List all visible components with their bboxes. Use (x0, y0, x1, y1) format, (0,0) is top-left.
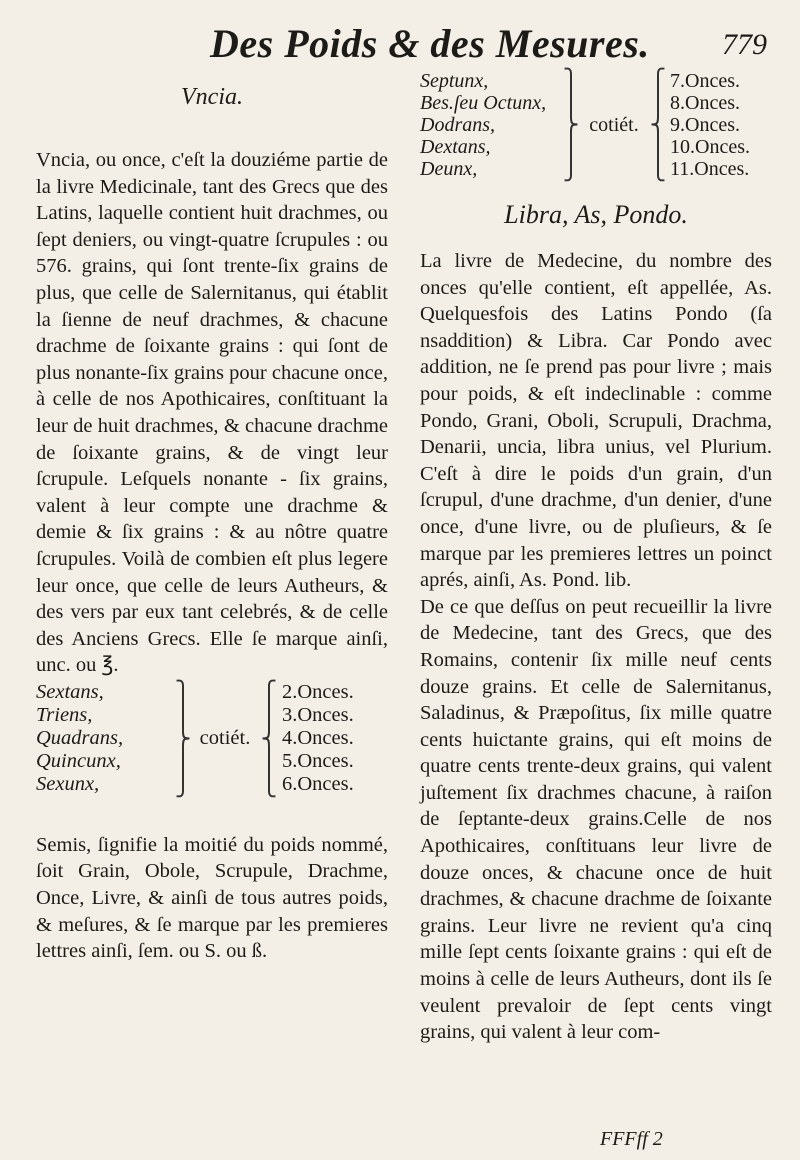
brace-top: ⎧ (649, 68, 667, 93)
left-column (36, 70, 388, 965)
brace-mid: ⎪ (260, 748, 278, 774)
signature-catchword: FFFff 2 (600, 1128, 663, 1150)
brace-top: ⎫ (562, 68, 580, 93)
brace-top: ⎧ (260, 679, 278, 705)
paragraph-libra: La livre de Medecine, du nombre des onces qu'elle contient, eſt appellée, As. Quelquesfois des Latins Pondo (ſa nsaddition) & Libra. Car Pondo avec addition, ne ſe prend pas pour livre ; mais pour poids, & eſt indeclinable : comme Pondo, Grani, Oboli, Scrupuli, Drachma, Denarii, uncia, libra unius, vel Plurium. C'eſt à dire le poids d'un grain, d'un ſcrupul, d'une drachme, d'un denier, d'une once, d'une livre, ou de pluſieurs, & ſe marque par les premieres lettres un poinct aprés, ainſi, As. Pond. lib. (420, 250, 772, 592)
paragraph-livre-medecine: De ce que deſſus on peut recueillir la livre de Medecine, tant des Grecs, que des Romains, contenir ſix mille neuf cents douze grains. Et celle de Salernitanus, Saladinus, & Præpoſitus, ſix mille quatre cents huictante grains, qui eſt moins de quatre cents trente-deux grains, qui valent juſtement ſix drachmes chacune, à raiſon de ſeptante-deux grains.Celle de nos Apothicaires, conſtituans leur livre de douze onces, & chacune once de huit drachmes, & chacune drachme de ſoixante grains. Leur livre ne revient qu'a cinq mille ſept cents ſoixante grains : qui eſt de moins à celle de leurs Autheurs, dont ils ſe veulent prevaloir de ſept cents vingt grains, qui valent à leur com- (420, 595, 772, 1044)
ounce-units-table-right (420, 70, 772, 180)
brace-mid: ⎪ (562, 90, 580, 115)
page-number: 779 (722, 28, 767, 61)
brace-mid: ⎪ (562, 134, 580, 159)
unit-name: Quincunx, (36, 749, 121, 772)
brace-mid: ⎪ (649, 90, 667, 115)
unit-name: Quadrans, (36, 726, 124, 749)
unit-value: 9.Onces. (670, 114, 740, 136)
section-title-vncia: Vncia. (181, 84, 243, 110)
brace-label: cotiét. (199, 726, 251, 749)
section-title-libra: Libra, As, Pondo. (504, 200, 688, 229)
unit-name: Dodrans, (420, 114, 496, 136)
brace-point: ⎬ (562, 112, 580, 137)
unit-value: 11.Onces. (670, 158, 750, 180)
running-title: Des Poids & des Mesures. (210, 21, 650, 66)
paragraph-vncia: Vncia, ou once, c'eſt la douziéme partie de la livre Medicinale, tant des Grecs que des Latins, laquelle contient huit drachmes, ou ſept deniers, ou vingt-quatre ſcrupules : ou 576. grains, qui ſont trente-ſix grains de plus, que celle de Salernitanus, qui établit la ſienne de neuf drachmes, & chacune drachme de ſoixante grains : qui ſont de plus nonante-ſix grains pour chacune once, à celle de nos Apothicaires, conſtituant la leur de huit drachmes, & chacune drachme de ſoixante grains, & de vingt leur ſcrupule. Leſquels nonante - ſix grains, valent à leur compte une drachme & demie & ſix grains : & au nôtre quatre ſcrupules. Voilà de combien eſt plus legere leur once, que celle de leurs Autheurs, & des vers par eux tant celebrés, & de celle des Anciens Grecs. Elle ſe marque ainſi, unc. ou ℥. (36, 149, 388, 677)
unit-value: 7.Onces. (670, 70, 740, 92)
unit-name: Deunx, (420, 158, 478, 180)
brace-top: ⎫ (174, 679, 192, 705)
brace-mid: ⎪ (174, 748, 192, 774)
unit-value: 3.Onces. (282, 703, 354, 726)
brace-point: ⎨ (649, 112, 667, 137)
unit-value: 10.Onces. (670, 136, 750, 158)
unit-value: 5.Onces. (282, 749, 354, 772)
brace-bottom: ⎭ (174, 771, 192, 797)
brace-point: ⎬ (174, 725, 192, 751)
unit-name: Sextans, (36, 680, 104, 703)
unit-value: 4.Onces. (282, 726, 354, 749)
unit-value: 6.Onces. (282, 772, 354, 795)
brace-mid: ⎪ (174, 702, 192, 728)
brace-bottom: ⎩ (260, 771, 278, 797)
brace-bottom: ⎭ (562, 156, 580, 181)
unit-name: Sexunx, (36, 772, 100, 795)
page-header (0, 14, 800, 74)
unit-value: 8.Onces. (670, 92, 740, 114)
unit-name: Bes.ſeu Octunx, (420, 92, 547, 114)
brace-mid: ⎪ (260, 702, 278, 728)
unit-name: Triens, (36, 703, 93, 726)
right-column (420, 70, 772, 1046)
brace-bottom: ⎩ (649, 156, 667, 181)
brace-point: ⎨ (260, 725, 278, 751)
brace-label: cotiét. (589, 114, 639, 136)
unit-name: Septunx, (420, 70, 489, 92)
unit-value: 2.Onces. (282, 680, 354, 703)
unit-name: Dextans, (420, 136, 491, 158)
brace-mid: ⎪ (649, 134, 667, 159)
paragraph-semis: Semis, ſignifie la moitié du poids nommé, ſoit Grain, Obole, Scrupule, Drachme, Once, Livre, & ainſi de tous autres poids, & meſures, & ſe marque par les premieres lettres ainſi, ſem. ou S. ou ß. (36, 833, 388, 963)
ounce-units-table-left (36, 681, 388, 796)
